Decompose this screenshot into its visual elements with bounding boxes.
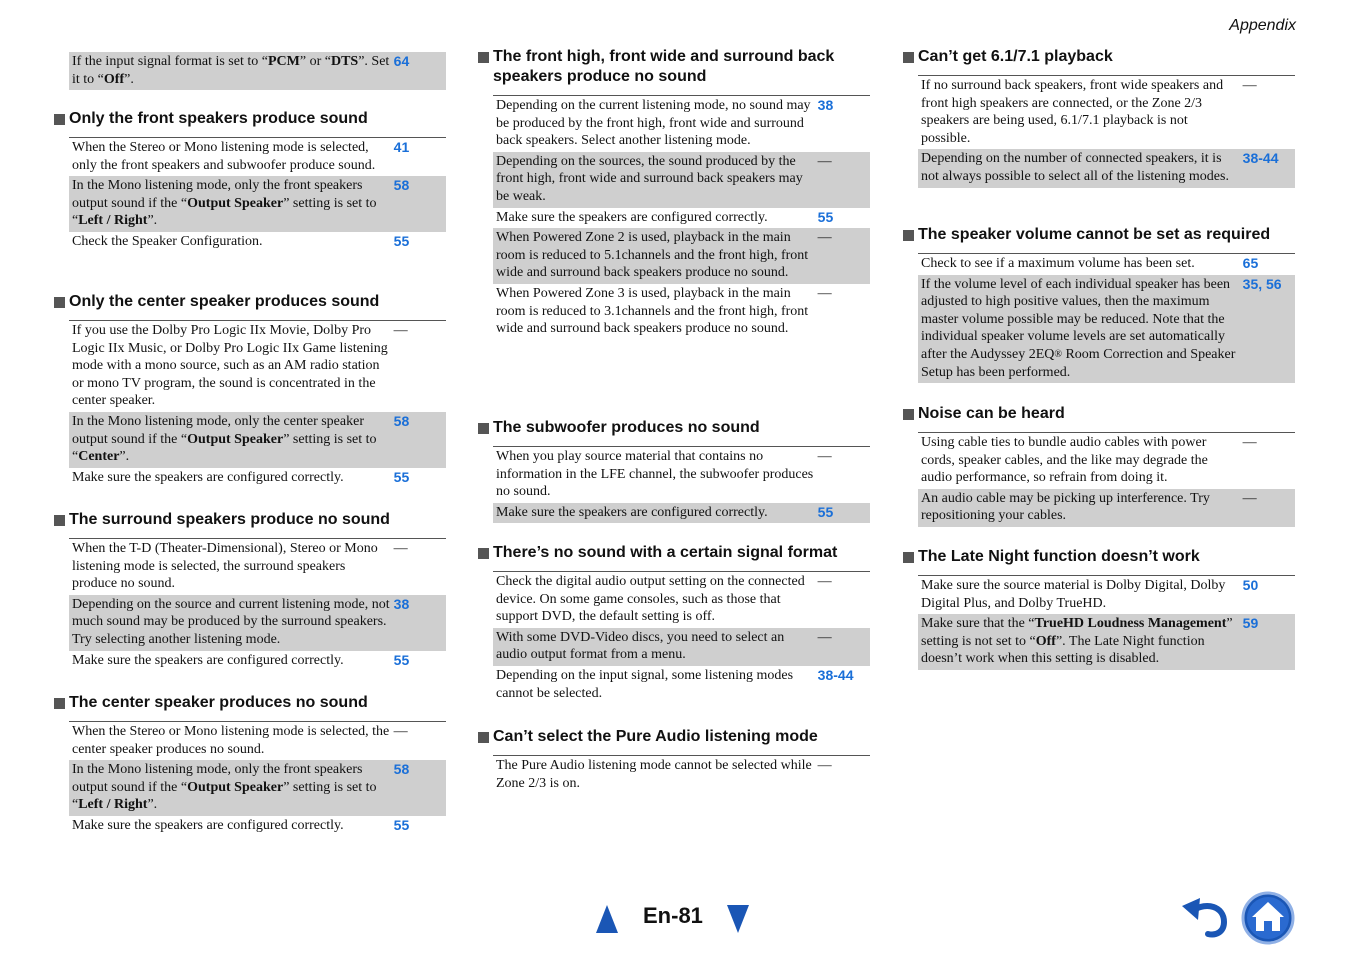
table-row — [69, 176, 446, 232]
troubleshooting-table — [493, 571, 870, 704]
table-row — [918, 614, 1295, 670]
table-row — [69, 412, 446, 468]
row-text: Check to see if a maximum volume has been set. — [921, 256, 1195, 271]
square-bullet-icon — [903, 552, 914, 563]
row-text: If the input signal format is set to “PCM” or “DTS”. Set it to “Off”. — [72, 54, 390, 87]
page-link[interactable]: 38 — [817, 97, 834, 113]
page-link[interactable]: 55 — [393, 232, 410, 249]
page-link[interactable]: 64 — [393, 53, 410, 69]
previous-page-arrow-icon[interactable] — [596, 905, 618, 933]
next-page-arrow-icon[interactable] — [727, 905, 749, 933]
section — [918, 47, 1295, 188]
table-row — [493, 756, 870, 794]
section-label: Appendix — [1229, 17, 1296, 34]
section-heading — [918, 47, 1295, 67]
square-bullet-icon — [903, 230, 914, 241]
row-text: Depending on the sources, the sound produced by the front high, front wide and surround back speakers may be weak. — [496, 153, 803, 204]
no-reference: — — [817, 230, 832, 246]
table-row — [918, 275, 1295, 384]
page-link[interactable]: 50 — [1242, 577, 1259, 593]
table-row — [69, 651, 446, 672]
table-row — [918, 576, 1295, 614]
section — [493, 543, 870, 704]
troubleshooting-table — [69, 320, 446, 488]
table-row — [918, 489, 1295, 527]
table-row — [493, 152, 870, 208]
page-link[interactable]: 38-44 — [1242, 150, 1279, 167]
row-text: Depending on the current listening mode, no sound may be produced by the front high, front wide and surround back speakers. Select another listening mode. — [496, 98, 811, 149]
troubleshooting-table — [69, 721, 446, 837]
row-text: When you play source material that contains no information in the LFE channel, the subwoofer produces no sound. — [496, 449, 814, 500]
table-row — [493, 208, 870, 229]
page-link[interactable]: 55 — [817, 208, 834, 225]
table-row — [69, 232, 446, 253]
section-title: The Late Night function doesn’t work — [918, 548, 1200, 565]
table-row — [493, 284, 870, 340]
no-reference: — — [817, 449, 832, 464]
no-reference: — — [393, 541, 408, 556]
row-text: Make sure that the “TrueHD Loudness Management” setting is not set to “Off”. The Late Night function doesn’t work when this setting is disabled. — [921, 616, 1233, 667]
section-heading — [493, 47, 870, 87]
page-link[interactable]: 65 — [1242, 255, 1259, 271]
square-bullet-icon — [54, 515, 65, 526]
table-row — [69, 760, 446, 816]
section-heading — [493, 543, 870, 563]
section — [69, 292, 446, 488]
row-text: When Powered Zone 3 is used, playback in the main room is reduced to 3.1channels and the front high, front wide and surround back speakers produce no sound. — [496, 285, 809, 337]
table-row — [918, 254, 1295, 275]
square-bullet-icon — [478, 732, 489, 743]
page-link[interactable]: 55 — [393, 816, 410, 833]
section-heading — [918, 225, 1295, 245]
home-icon[interactable] — [1241, 891, 1295, 945]
page-link[interactable]: 55 — [393, 468, 410, 485]
section — [918, 547, 1295, 670]
square-bullet-icon — [478, 423, 489, 434]
no-reference: — — [817, 629, 832, 645]
row-text: Make sure the source material is Dolby Digital, Dolby Digital Plus, and Dolby TrueHD. — [921, 578, 1226, 611]
troubleshooting-table — [493, 755, 870, 794]
table-row — [69, 468, 446, 489]
table-row — [493, 447, 870, 503]
section — [918, 404, 1295, 527]
table-row — [69, 816, 446, 837]
row-text: An audio cable may be picking up interference. Try repositioning your cables. — [921, 490, 1210, 524]
row-text: Check the Speaker Configuration. — [72, 233, 263, 249]
row-text: Depending on the number of connected speakers, it is not always possible to select all of the listening modes. — [921, 151, 1229, 184]
square-bullet-icon — [478, 52, 489, 63]
section-heading — [918, 547, 1295, 567]
section-title: The subwoofer produces no sound — [493, 419, 760, 436]
table-row — [69, 52, 446, 90]
row-text: Check the digital audio output setting on the connected device. On some game consoles, such as those that support DVD, the default setting is off. — [496, 574, 805, 625]
square-bullet-icon — [54, 114, 65, 125]
table-row — [918, 76, 1295, 149]
page-link[interactable]: 38-44 — [817, 666, 854, 683]
section-title: The speaker volume cannot be set as required — [918, 226, 1271, 243]
row-text: Using cable ties to bundle audio cables with power cords, speaker cables, and the like may degrade the audio performance, so refrain from doing it. — [921, 435, 1208, 486]
no-reference: — — [393, 323, 408, 338]
row-text: Make sure the speakers are configured correctly. — [496, 504, 768, 520]
row-text: When the T-D (Theater-Dimensional), Stereo or Mono listening mode is selected, the surround speakers produce no sound. — [72, 541, 378, 592]
no-reference: — — [393, 724, 408, 739]
row-text: In the Mono listening mode, only the front speakers output sound if the “Output Speaker” setting is set to “Left / Right”. — [72, 762, 377, 813]
no-reference: — — [817, 758, 832, 773]
table-row — [493, 572, 870, 628]
section-heading — [918, 404, 1295, 424]
row-text: Make sure the speakers are configured correctly. — [72, 817, 344, 833]
section-title: Can’t get 6.1/7.1 playback — [918, 48, 1113, 65]
section — [69, 693, 446, 837]
table-row — [493, 228, 870, 284]
no-reference: — — [1242, 435, 1257, 450]
square-bullet-icon — [478, 548, 489, 559]
square-bullet-icon — [54, 297, 65, 308]
table-row — [493, 628, 870, 666]
no-reference: — — [1242, 78, 1257, 93]
row-text: Make sure the speakers are configured correctly. — [72, 469, 344, 485]
section-title: There’s no sound with a certain signal format — [493, 544, 838, 561]
troubleshooting-table — [69, 538, 446, 671]
table-row — [918, 149, 1295, 187]
row-text: With some DVD-Video discs, you need to select an audio output format from a menu. — [496, 629, 785, 663]
page-navigation — [596, 903, 756, 937]
section-title: The center speaker produces no sound — [69, 694, 368, 711]
table-row — [493, 503, 870, 524]
square-bullet-icon — [903, 52, 914, 63]
row-text: The Pure Audio listening mode cannot be selected while Zone 2/3 is on. — [496, 758, 812, 791]
troubleshooting-table — [918, 432, 1295, 527]
troubleshooting-table — [493, 446, 870, 523]
row-text: Make sure the speakers are configured correctly. — [72, 652, 344, 668]
row-text: When Powered Zone 2 is used, playback in the main room is reduced to 5.1channels and the front high, front wide and surround back speakers produce no sound. — [496, 230, 809, 281]
page-link[interactable]: 59 — [1242, 615, 1259, 632]
table-row — [69, 138, 446, 176]
row-text: Depending on the source and current listening mode, not much sound may be produced by the surround speakers. Try selecting another listening mode. — [72, 596, 390, 647]
page-link[interactable]: 41 — [393, 139, 410, 155]
section-heading — [69, 292, 446, 312]
table-row — [493, 96, 870, 152]
no-reference: — — [1242, 490, 1257, 506]
row-text: Make sure the speakers are configured correctly. — [496, 209, 768, 225]
section-title: The front high, front wide and surround back speakers produce no sound — [493, 48, 835, 85]
table-row — [69, 722, 446, 760]
page-link[interactable]: 58 — [393, 177, 410, 194]
square-bullet-icon — [54, 698, 65, 709]
section — [69, 109, 446, 253]
section-title: Only the front speakers produce sound — [69, 110, 368, 127]
section — [918, 225, 1295, 383]
page-link[interactable]: 55 — [817, 503, 834, 520]
section — [493, 727, 870, 794]
section — [493, 418, 870, 523]
row-text: When the Stereo or Mono listening mode is selected, only the front speakers and subwoofer produce sound. — [72, 140, 376, 173]
back-arrow-icon[interactable] — [1180, 896, 1228, 940]
page-link[interactable]: 55 — [393, 651, 410, 668]
table-row — [918, 433, 1295, 489]
page-link[interactable]: 58 — [393, 412, 410, 429]
section-title: Can’t select the Pure Audio listening mode — [493, 728, 818, 745]
troubleshooting-table — [493, 95, 870, 340]
page-number: En-81 — [643, 903, 703, 928]
section — [493, 47, 870, 340]
table-row — [69, 595, 446, 651]
section-heading — [493, 727, 870, 747]
section-heading — [69, 510, 446, 530]
page-link[interactable]: 38 — [393, 595, 410, 612]
troubleshooting-table — [69, 137, 446, 253]
no-reference: — — [817, 153, 832, 169]
no-reference: — — [817, 285, 832, 301]
row-text: When the Stereo or Mono listening mode is selected, the center speaker produces no sound. — [72, 724, 390, 757]
section — [69, 510, 446, 671]
section-title: Only the center speaker produces sound — [69, 293, 380, 310]
section-title: The surround speakers produce no sound — [69, 511, 390, 528]
page-link[interactable]: 58 — [393, 761, 410, 778]
row-text: In the Mono listening mode, only the center speaker output sound if the “Output Speaker” setting is set to “Center”. — [72, 413, 377, 465]
page-link[interactable]: 35, 56 — [1242, 275, 1282, 292]
table-row — [69, 321, 446, 412]
troubleshooting-table — [918, 575, 1295, 670]
top-continuation — [69, 52, 446, 90]
row-text: If the volume level of each individual speaker has been adjusted to high positive values, then the maximum master volume possible may be reduced. Note that the individual speaker volume levels are set automatically after the Audyssey 2EQ® Room Correction and Speaker Setup has been performed. — [921, 276, 1236, 380]
section-heading — [69, 693, 446, 713]
no-reference: — — [817, 574, 832, 589]
troubleshooting-table — [918, 75, 1295, 188]
table-row — [69, 539, 446, 595]
section-heading — [493, 418, 870, 438]
square-bullet-icon — [903, 409, 914, 420]
row-text: In the Mono listening mode, only the front speakers output sound if the “Output Speaker” setting is set to “Left / Right”. — [72, 178, 377, 229]
row-text: If you use the Dolby Pro Logic IIx Movie, Dolby Pro Logic IIx Music, or Dolby Pro Logic IIx Game listening mode with a mono source, such as an AM radio station or mono TV program, the sound is concentrated in the center speaker. — [72, 323, 388, 409]
row-text: Depending on the input signal, some listening modes cannot be selected. — [496, 667, 794, 701]
table-row — [493, 666, 870, 704]
row-text: If no surround back speakers, front wide speakers and front high speakers are connected, or the Zone 2/3 speakers are being used, 6.1/7.1 playback is not possible. — [921, 78, 1224, 146]
section-title: Noise can be heard — [918, 405, 1065, 422]
troubleshooting-table — [918, 253, 1295, 383]
section-heading — [69, 109, 446, 129]
